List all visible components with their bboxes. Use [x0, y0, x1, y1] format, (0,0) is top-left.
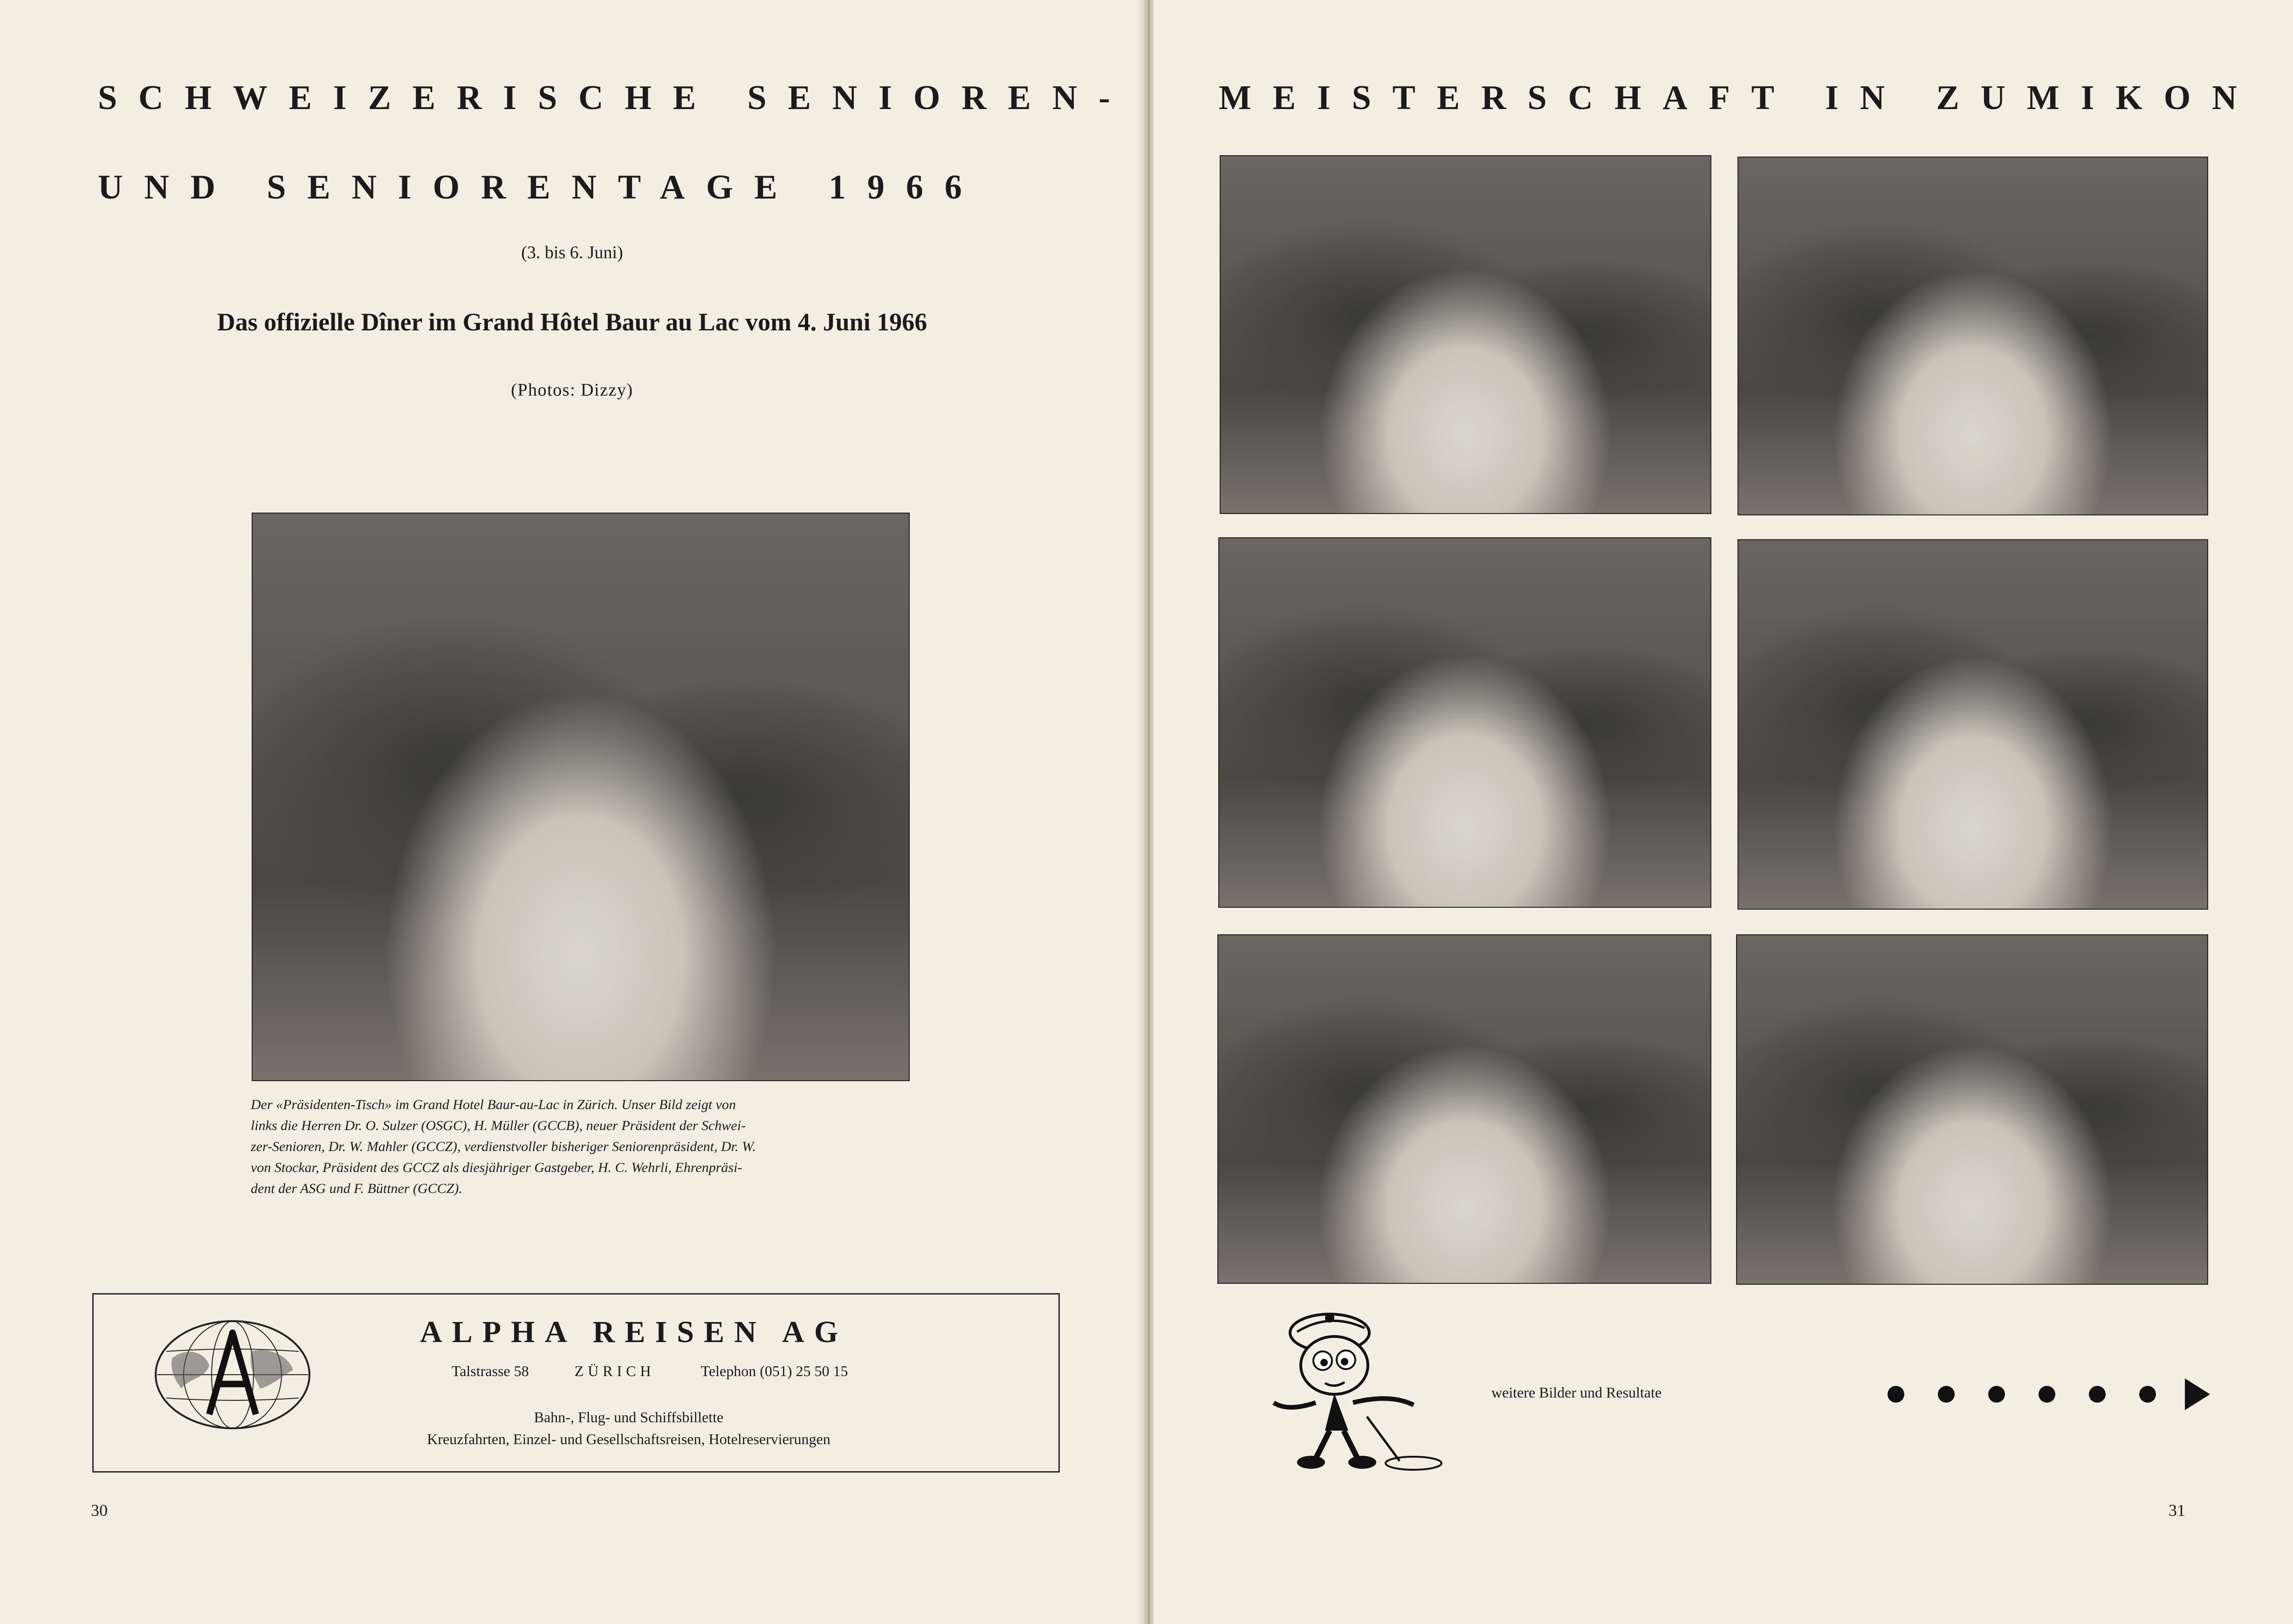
- bullet-dot: [2039, 1386, 2055, 1403]
- photo-grid-item: [1736, 934, 2208, 1285]
- bullet-dot: [1938, 1386, 1955, 1403]
- caption-line: von Stockar, Präsident des GCCZ als diesjähriger Gastgeber, H. C. Wehrli, Ehrenpräsi-: [251, 1160, 742, 1175]
- arrow-right-icon: [2185, 1378, 2210, 1410]
- page-heading-line-2: UND SENIORENTAGE 1966: [98, 168, 983, 206]
- photo-grid-item: [1220, 155, 1711, 514]
- ad-contact-line: [452, 1363, 848, 1380]
- ad-city: ZÜRICH: [574, 1363, 655, 1379]
- photo-credit: (Photos: Dizzy): [511, 380, 633, 400]
- ad-services-line-1: Bahn-, Flug- und Schiffsbillette: [534, 1409, 724, 1425]
- caption-line: Der «Präsidenten-Tisch» im Grand Hotel Baur-au-Lac in Zürich. Unser Bild zeigt von: [251, 1097, 736, 1112]
- photo-grid-item: [1218, 537, 1711, 908]
- article-subtitle: Das offizielle Dîner im Grand Hôtel Baur au Lac vom 4. Juni 1966: [217, 308, 927, 336]
- caption-line: zer-Senioren, Dr. W. Mahler (GCCZ), verdienstvoller bisheriger Seniorenpräsident, Dr. W.: [251, 1139, 756, 1154]
- ad-phone: Telephon (051) 25 50 15: [700, 1363, 848, 1379]
- event-dates: (3. bis 6. Juni): [521, 243, 623, 262]
- left-page: [0, 0, 1144, 1624]
- photo-grid-item: [1217, 934, 1711, 1284]
- caption-line: dent der ASG und F. Büttner (GCCZ).: [251, 1181, 462, 1196]
- footer-continued-text: weitere Bilder und Resultate: [1491, 1384, 1662, 1401]
- photo-caption: [251, 1094, 913, 1199]
- ad-services-line-2: Kreuzfahrten, Einzel- und Gesellschaftsreisen, Hotelreservierungen: [427, 1431, 831, 1447]
- bullet-dot: [1888, 1386, 1904, 1403]
- photo-grid-item: [1737, 539, 2208, 910]
- page-number-left: 30: [91, 1501, 108, 1520]
- page-heading-line-1: SCHWEIZERISCHE SENIOREN-: [98, 79, 1132, 117]
- photo-grid-item: [1737, 157, 2208, 515]
- bullet-dot: [2139, 1386, 2156, 1403]
- main-photo-presidents-table: [252, 513, 910, 1081]
- caption-line: links die Herren Dr. O. Sulzer (OSGC), H. Müller (GCCB), neuer Präsident der Schwei-: [251, 1118, 746, 1133]
- advertisement-alpha-reisen: [92, 1293, 1060, 1473]
- right-page: [1153, 0, 2293, 1624]
- ad-company-name: ALPHA REISEN AG: [420, 1315, 848, 1349]
- bullet-dot: [1988, 1386, 2005, 1403]
- bullet-dot: [2089, 1386, 2106, 1403]
- ad-street: Talstrasse 58: [452, 1363, 529, 1379]
- page-heading: MEISTERSCHAFT IN ZUMIKON: [1219, 79, 2259, 117]
- golfer-cartoon-icon: [1260, 1305, 1455, 1477]
- page-number-right: 31: [2169, 1501, 2185, 1520]
- continuation-dots: [1888, 1378, 2210, 1411]
